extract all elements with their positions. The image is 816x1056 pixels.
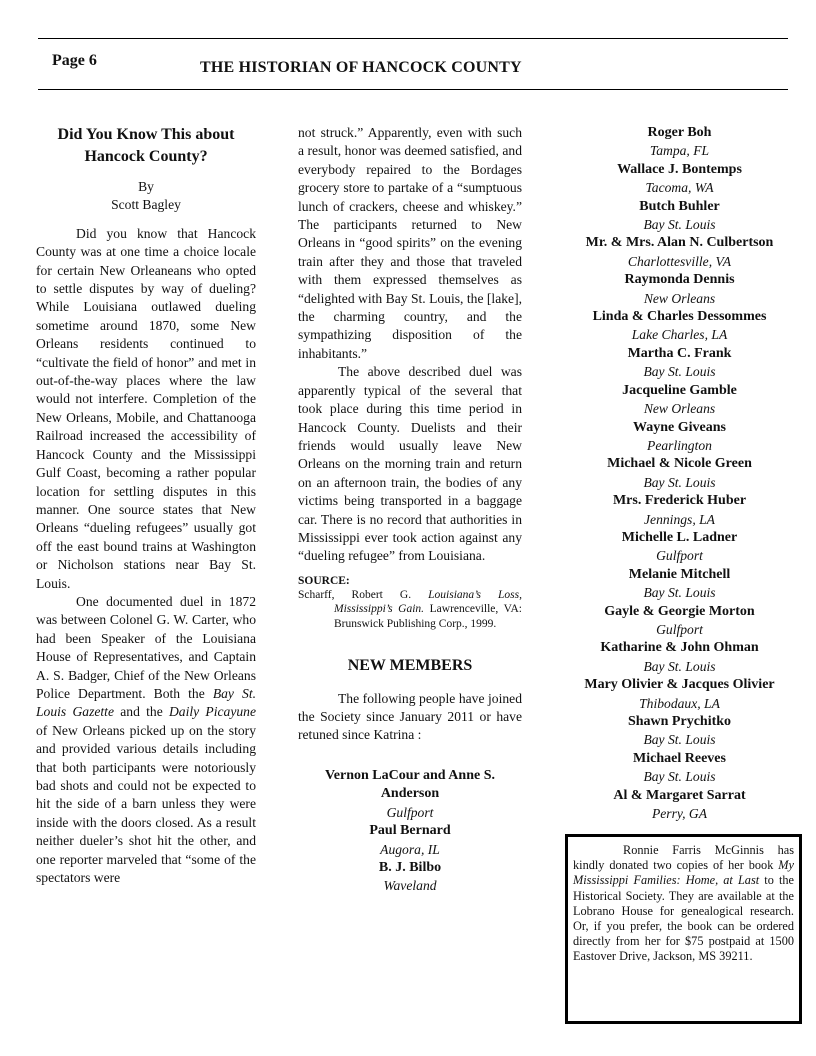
page-number: Page 6 <box>52 52 97 69</box>
paragraph-2-part-c-continued: not struck.” Apparently, even with such a result, honor was deemed satisfied, and everybody repaired to the Bordages grocery store to partake of a “sumptuous lunch of crackers, cheese and whiskey.” The participants returned to New Orleans in “good spirits” on the evening train after they and those that traveled with them expressed themselves as “delighted with Bay St. Louis, the [lake], the charming country, and the sympathizing disposition of the inhabitants.” <box>298 125 522 361</box>
member-location: Tampa, FL <box>649 143 710 159</box>
newspaper-title-2: Daily Picayune <box>168 704 257 720</box>
member-name: Butch Buhler <box>639 198 720 214</box>
paragraph-2-part-c: of New Orleans picked up on the story and provided various details including that both participants were notoriously bad shots and could not be expected to hit the side of a barn unless they were inside with the doors closed. As a result neither dueler’s shot hit the other, and one reporter marveled that “some of the spectators were <box>36 722 256 886</box>
byline <box>36 178 256 215</box>
article-title-line-1: Did You Know This about <box>57 126 235 143</box>
member-list-col2 <box>298 767 522 896</box>
column-2 <box>298 124 522 896</box>
member-name: Al & Margaret Sarrat <box>613 787 746 803</box>
member-name: Roger Boh <box>647 125 712 140</box>
member-name: Shawn Prychitko <box>627 714 732 729</box>
member-location: Bay St. Louis <box>643 474 716 490</box>
member-location: Bay St. Louis <box>643 658 716 674</box>
member-name: Gayle & Georgie Morton <box>604 603 755 619</box>
member-name: Katharine & John Ohman <box>600 640 759 656</box>
paragraph-2-part-b: and the <box>114 704 169 720</box>
article-paragraph-1: Did you know that Hancock County was at one time a choice locale for certain New Orleaneans who opted to settle disputes by way of dueling? While Louisiana outlawed dueling sometime around 1870, some New Orleans residents continued to “cultivate the field of honor” and met in out-of-the-way places where the law would not interfere. Completion of the New Orleans, Mobile, and Chattanooga Railroad increased the accessibility of Hancock County and the Mississippi Gulf Coast, becoming a rather popular location for settling disputes in this manner. One source states that New Orleans “dueling refugees” usually got off the east bound trains at Washington or Nicholson stations near Bay St. Louis. <box>36 225 256 591</box>
article-paragraph-2 <box>36 593 256 888</box>
member-name: Paul Bernard <box>369 823 451 839</box>
article-title-line-2: Hancock County? <box>84 148 208 165</box>
new-members-heading: NEW MEMBERS <box>347 657 473 675</box>
member-location: Perry, GA <box>651 806 708 822</box>
source-book-title: Louisiana’s Loss, Mississippi’s Gain. <box>334 588 522 616</box>
member-location: Tacoma, WA <box>645 180 714 196</box>
member-name: Mary Olivier & Jacques Olivier <box>584 677 775 693</box>
member-name: B. J. Bilbo <box>378 859 442 875</box>
notice-text <box>573 843 794 965</box>
source-heading: SOURCE: <box>298 574 350 587</box>
member-name: Linda & Charles Dessommes <box>592 309 767 325</box>
member-name: Martha C. Frank <box>627 345 732 361</box>
member-location: Bay St. Louis <box>643 732 716 748</box>
member-location: Charlottesville, VA <box>627 253 732 269</box>
member-location: Thibodaux, LA <box>639 695 720 711</box>
member-location: Bay St. Louis <box>643 585 716 601</box>
book-donation-notice <box>565 834 802 1024</box>
column-3 <box>563 124 796 823</box>
member-name: Jacqueline Gamble <box>622 382 737 398</box>
paragraph-2-part-a: One documented duel in 1872 was between Colonel G. W. Carter, who had been Speaker of the Louisiana House of Representatives, and Captain A. S. Badger, Chief of the New Orleans Police Department. Both the <box>36 593 256 701</box>
member-name: Wallace J. Bontemps <box>617 161 742 177</box>
article-paragraph-2-continued <box>298 124 522 363</box>
publication-title: THE HISTORIAN OF HANCOCK COUNTY <box>200 59 522 76</box>
member-name: Michelle L. Ladner <box>621 529 738 545</box>
member-name: Melanie Mitchell <box>628 566 731 582</box>
member-location: Gulfport <box>656 621 703 637</box>
member-name: Vernon LaCour and Anne S. Anderson <box>324 767 495 802</box>
member-location: Bay St. Louis <box>643 364 716 380</box>
newspaper-title-1: Bay St. Louis Gazette <box>36 685 256 720</box>
member-name: Michael & Nicole Green <box>607 456 752 472</box>
member-location: Bay St. Louis <box>643 769 716 785</box>
member-list-col3 <box>563 124 796 823</box>
member-name: Michael Reeves <box>633 750 726 766</box>
notice-text-b: to the Historical Society. They are available at the Lobrano House for genealogical research. Or, if you prefer, the book can be ordered directly from her for $75 postpaid at 1500 Eastover Drive, Jackson, MS 39211. <box>573 873 794 964</box>
member-name: Raymonda Dennis <box>624 272 735 288</box>
byline-by: By <box>138 179 154 194</box>
member-name: Mrs. Frederick Huber <box>612 493 747 509</box>
member-location: Augora, IL <box>380 841 440 857</box>
member-location: Lake Charles, LA <box>631 327 728 343</box>
header-rule-top <box>38 38 788 39</box>
member-location: New Orleans <box>643 290 716 306</box>
article-title <box>36 124 256 168</box>
source-author: Scharff, Robert G. <box>298 588 429 601</box>
member-name: Wayne Giveans <box>633 419 726 435</box>
member-location: Jennings, LA <box>644 511 715 527</box>
member-location: Waveland <box>383 878 437 894</box>
column-1 <box>36 124 256 887</box>
notice-book-title: My Mississippi Families: Home, at Last <box>573 858 794 888</box>
member-location: New Orleans <box>643 401 716 417</box>
source-publisher: Lawrenceville, VA: Brunswick Publishing Corp., 1999. <box>334 603 522 630</box>
member-location: Gulfport <box>386 804 434 820</box>
member-name: Mr. & Mrs. Alan N. Culbertson <box>585 235 774 251</box>
notice-text-a: Ronnie Farris McGinnis has kindly donated two copies of her book <box>573 843 794 873</box>
new-members-intro: The following people have joined the Society since January 2011 or have retuned since Katrina : <box>298 690 522 743</box>
byline-author: Scott Bagley <box>111 197 181 213</box>
member-location: Pearlington <box>647 437 712 453</box>
source-citation <box>298 588 522 632</box>
header-rule-bottom <box>38 89 788 90</box>
member-location: Bay St. Louis <box>643 217 716 233</box>
article-paragraph-3: The above described duel was apparently typical of the several that took place during this time period in Hancock County. Duelists and their friends would usually leave New Orleans on the morning train and return on an afternoon train, the bodies of any victims being transported in a baggage car. There is no record that authorities in Mississippi ever took action against any “dueling refugee” from Louisiana. <box>298 364 522 564</box>
member-location: Gulfport <box>656 548 703 564</box>
